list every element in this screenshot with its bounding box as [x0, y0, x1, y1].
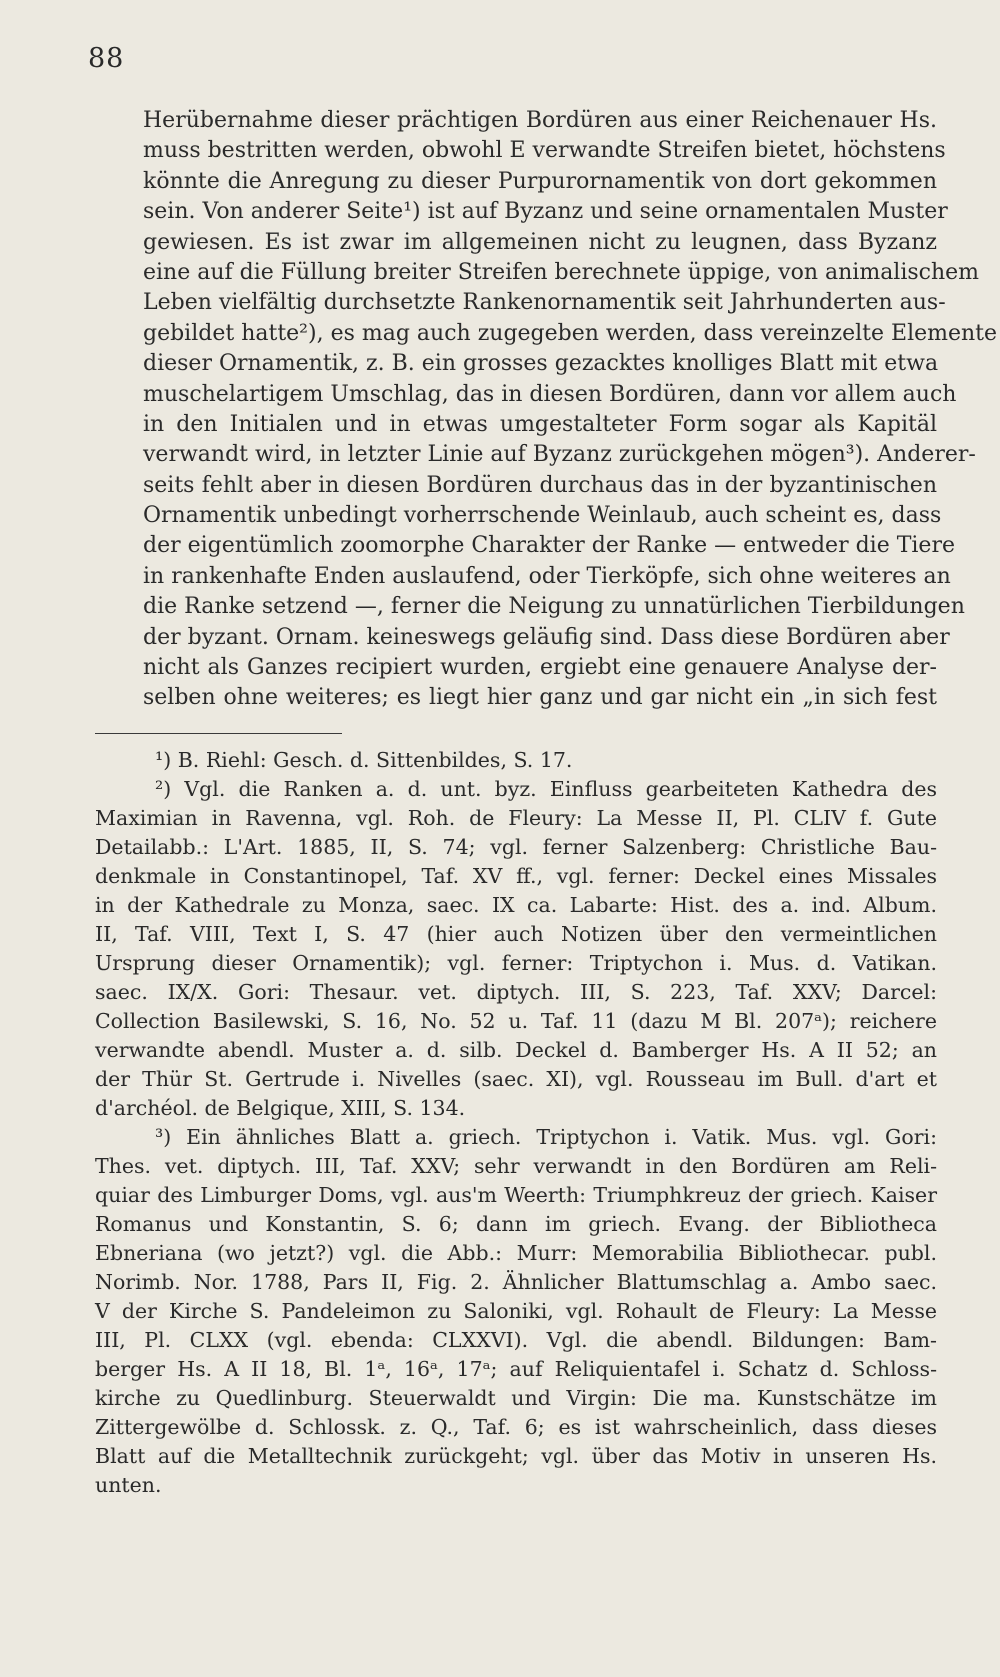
footnote-3-line: Thes. vet. diptych. III, Taf. XXV; sehr verwandt in den Bordüren am Reli- [95, 1154, 937, 1178]
text-line: in rankenhafte Enden auslaufend, oder Tierköpfe, sich ohne weiteres an [143, 563, 951, 589]
text-line: sein. Von anderer Seite¹) ist auf Byzanz und seine ornamentalen Muster [143, 199, 948, 225]
footnote-3-line: III, Pl. CLXX (vgl. ebenda: CLXXVI). Vgl. die abendl. Bildungen: Bam- [95, 1328, 937, 1352]
text-line: Herübernahme dieser prächtigen Bordüren aus einer Reichenauer Hs. [143, 108, 937, 133]
footnote-3-line: berger Hs. A II 18, Bl. 1ᵃ, 16ᵃ, 17ᵃ; auf Reliquientafel i. Schatz d. Schloss- [95, 1357, 937, 1381]
footnote-1-line: ¹) B. Riehl: Gesch. d. Sittenbildes, S. 17. [155, 748, 573, 772]
footnote-3-line: kirche zu Quedlinburg. Steuerwaldt und Virgin: Die ma. Kunstschätze im [95, 1386, 937, 1410]
footnote-2-line: Maximian in Ravenna, vgl. Roh. de Fleury: La Messe II, Pl. CLIV f. Gute [95, 806, 937, 830]
text-line: könnte die Anregung zu dieser Purpurornamentik von dort gekommen [143, 168, 937, 194]
footnote-2-line: in der Kathedrale zu Monza, saec. IX ca. Labarte: Hist. des a. ind. Album. [95, 893, 937, 917]
text-line: eine auf die Füllung breiter Streifen berechnete üppige, von animalischem [143, 259, 980, 285]
footnote-divider [95, 733, 342, 734]
footnote-2-line: d'archéol. de Belgique, XIII, S. 134. [95, 1096, 466, 1120]
text-line: muss bestritten werden, obwohl E verwandte Streifen bietet, höchstens [143, 138, 946, 164]
footnote-2-line: II, Taf. VIII, Text I, S. 47 (hier auch Notizen über den vermeintlichen [95, 922, 937, 946]
text-line: die Ranke setzend —, ferner die Neigung zu unnatürlichen Tierbildungen [143, 594, 965, 620]
footnote-2-line: denkmale in Constantinopel, Taf. XV ff., vgl. ferner: Deckel eines Missales [95, 864, 937, 888]
footnote-2-line: Detailabb.: L'Art. 1885, II, S. 74; vgl. ferner Salzenberg: Christliche Bau- [95, 835, 937, 859]
text-line: nicht als Ganzes recipiert wurden, ergiebt eine genauere Analyse der- [143, 655, 937, 681]
footnote-3-line: V der Kirche S. Pandeleimon zu Saloniki, vgl. Rohault de Fleury: La Messe [95, 1299, 937, 1323]
footnote-3-line: Ebneriana (wo jetzt?) vgl. die Abb.: Murr: Memorabilia Bibliothecar. publ. [95, 1241, 937, 1265]
text-line: verwandt wird, in letzter Linie auf Byzanz zurückgehen mögen³). Anderer- [143, 442, 976, 468]
footnote-3-line: unten. [95, 1473, 162, 1497]
footnote-2-line: Ursprung dieser Ornamentik); vgl. ferner: Triptychon i. Mus. d. Vatikan. [95, 951, 937, 975]
text-line: gebildet hatte²), es mag auch zugegeben werden, dass vereinzelte Elemente [143, 320, 998, 346]
text-line: seits fehlt aber in diesen Bordüren durchaus das in der byzantinischen [143, 472, 937, 498]
footnote-2-line: ²) Vgl. die Ranken a. d. unt. byz. Einfluss gearbeiteten Kathedra des [155, 777, 937, 801]
text-line: muschelartigem Umschlag, das in diesen Bordüren, dann vor allem auch [143, 381, 957, 407]
text-line: der byzant. Ornam. keineswegs geläufig sind. Dass diese Bordüren aber [143, 624, 950, 650]
footnote-2-line: der Thür St. Gertrude i. Nivelles (saec. XI), vgl. Rousseau im Bull. d'art et [95, 1067, 937, 1091]
page-number: 88 [88, 43, 125, 74]
footnote-3-line: quiar des Limburger Doms, vgl. aus'm Weerth: Triumphkreuz der griech. Kaiser [95, 1183, 937, 1207]
text-line: Leben vielfältig durchsetzte Rankenornamentik seit Jahrhunderten aus- [143, 290, 946, 316]
text-line: der eigentümlich zoomorphe Charakter der Ranke — entweder die Tiere [143, 533, 955, 559]
text-line: selben ohne weiteres; es liegt hier ganz und gar nicht ein „in sich fest [143, 685, 937, 711]
footnote-2-line: saec. IX/X. Gori: Thesaur. vet. diptych. III, S. 223, Taf. XXV; Darcel: [95, 980, 937, 1004]
footnote-3-line: Norimb. Nor. 1788, Pars II, Fig. 2. Ähnlicher Blattumschlag a. Ambo saec. [95, 1270, 937, 1294]
footnote-3-line: Romanus und Konstantin, S. 6; dann im griech. Evang. der Bibliotheca [95, 1212, 937, 1236]
text-line: dieser Ornamentik, z. B. ein grosses gezacktes knolliges Blatt mit etwa [143, 351, 939, 377]
footnote-2-line: Collection Basilewski, S. 16, No. 52 u. Taf. 11 (dazu M Bl. 207ᵃ); reichere [95, 1009, 937, 1033]
main-text-block [143, 106, 998, 714]
footnote-2-line: verwandte abendl. Muster a. d. silb. Deckel d. Bamberger Hs. A II 52; an [95, 1038, 937, 1062]
text-line: gewiesen. Es ist zwar im allgemeinen nicht zu leugnen, dass Byzanz [143, 229, 937, 255]
footnote-3-line: Zittergewölbe d. Schlossk. z. Q., Taf. 6; es ist wahrscheinlich, dass dieses [95, 1415, 937, 1439]
text-line: in den Initialen und in etwas umgestalteter Form sogar als Kapitäl [143, 411, 937, 437]
footnotes-block [95, 746, 937, 1500]
text-line: Ornamentik unbedingt vorherrschende Weinlaub, auch scheint es, dass [143, 503, 942, 529]
footnote-3-line: Blatt auf die Metalltechnik zurückgeht; vgl. über das Motiv in unseren Hs. [95, 1444, 937, 1468]
footnote-3-line: ³) Ein ähnliches Blatt a. griech. Triptychon i. Vatik. Mus. vgl. Gori: [155, 1125, 937, 1149]
